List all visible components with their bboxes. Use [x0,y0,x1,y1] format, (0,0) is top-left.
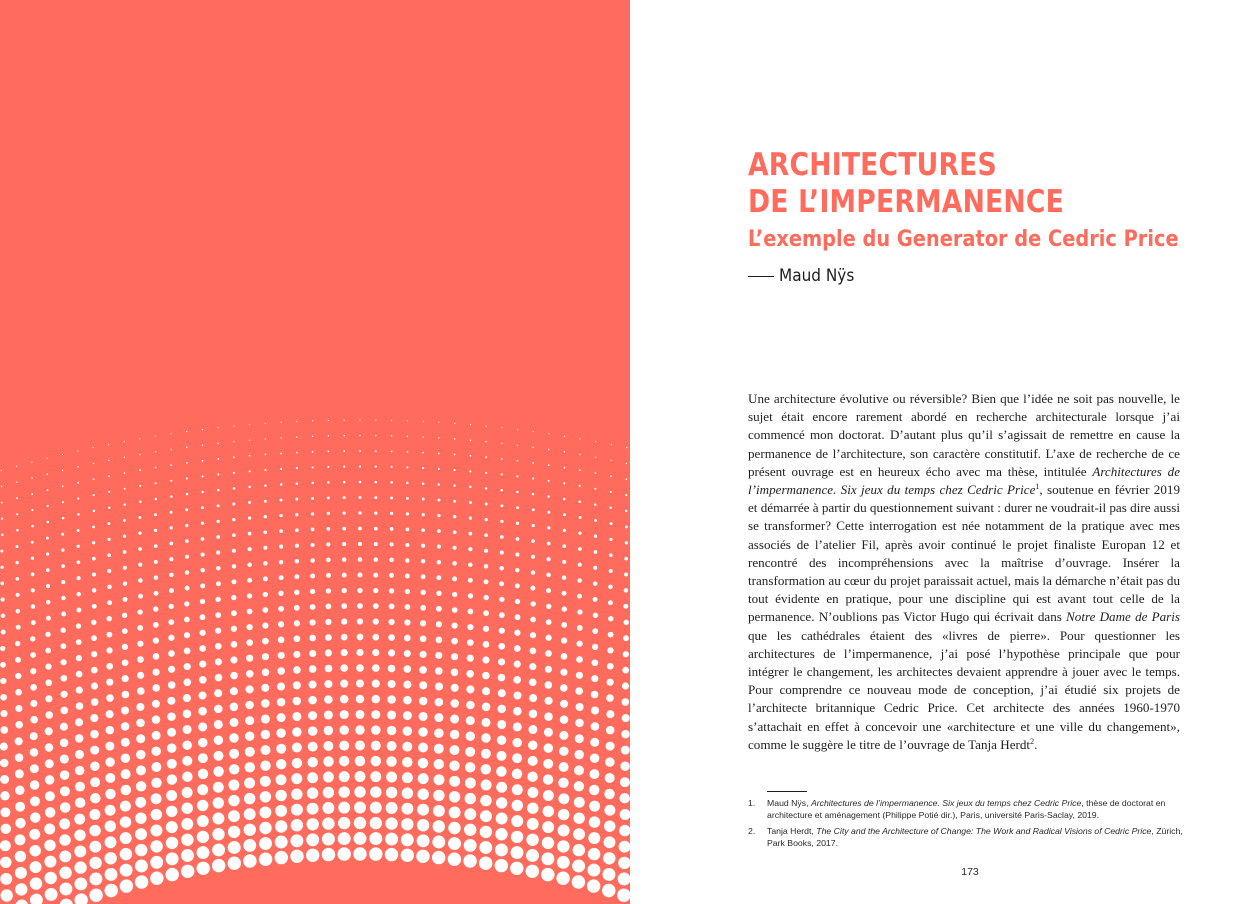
footnote-number: 1. [748,798,756,808]
footnote-author: Tanja Herdt, [767,826,817,836]
body-text-part-3: que les cathédrales étaient des «livres de pierre». Pour questionner les architectures de l’impermanence, j’ai posé l’hypothèse principale que pour intégrer le changement, les architectes devaient apprendre à jouer avec le temps. Pour comprendre ce nouveau mode de conception, j’ai étudié six projets de l’architecte britannique Cedric Price. Cet architecte des années 1960-1970 s’attachait en effet à concevoir une «architecture et une ville du changement», comme le suggère le titre de l’ouvrage de Tanja Herdt [748,627,1180,752]
footnote-author: Maud Nÿs, [767,798,811,808]
footnote-ref-1[interactable]: 1 [1035,482,1040,492]
thesis-title: Architectures de l’impermanence. Six jeux du temps chez Cedric Price [748,463,1181,498]
article-title-line-2: DE L’IMPERMANENCE [748,184,1065,220]
body-text-part-2: , soutenue en février 2019 et démarrée à partir du questionnement suivant : durer ne voudrait-il pas dire aussi se transformer? Cette interrogation est née notamment de la pratique avec mes associés de l’atelier Fil, après avoir continué le projet finaliste Europan 12 et rencontré des incompréhensions avec la maîtrise d’ouvrage. Insérer la transformation au cœur du projet paraissait actuel, mais la démarche n’était pas du tout évidente en pratique, pour une discipline qui est avant tout celle de la permanence. N’oublions pas Victor Hugo qui écrivait dans [748,482,1180,625]
footnote-text [767,825,1188,849]
article-subtitle: L’exemple du Generator de Cedric Price [748,227,1179,252]
footnote-details: , Zürich, Park Books, 2017. [767,826,1183,849]
footnote-ref-2[interactable]: 2 [1030,736,1035,746]
body-paragraph [748,390,1180,754]
article-title-line-1: ARCHITECTURES [748,147,997,183]
body-text-part-4: . [1034,736,1038,752]
footnote-number: 2. [748,826,756,836]
footnote-title: Architectures de l’impermanence. Six jeux du temps chez Cedric Price [810,798,1082,808]
footnote-separator [767,791,807,792]
body-text-part-1: Une architecture évolutive ou réversible? Bien que l’idée ne soit pas nouvelle, le sujet était encore rarement abordé en recherche architecturale lorsque j’ai commencé mon doctorat. D’autant plus qu’il s’agissait de remettre en cause la permanence de l’architecture, son caractère constitutif. L’axe de recherche de ce présent ouvrage est en heureux écho avec ma thèse, intitulée [748,391,1180,479]
footnote-1 [748,797,1188,821]
footnote-details: , thèse de doctorat en architecture et aménagement (Philippe Potié dir.), Paris, université Paris-Saclay, 2019. [767,798,1166,821]
author-name: Maud Nÿs [779,266,855,286]
author-dash [748,276,774,277]
book-title: Notre Dame de Paris [1066,609,1181,625]
footnote-2 [748,825,1188,849]
footnote-title: The City and the Architecture of Change: The Work and Radical Visions of Cedric Price [816,826,1152,836]
right-page [630,0,1259,904]
footnote-text [767,797,1188,821]
page-number: 173 [961,866,979,878]
